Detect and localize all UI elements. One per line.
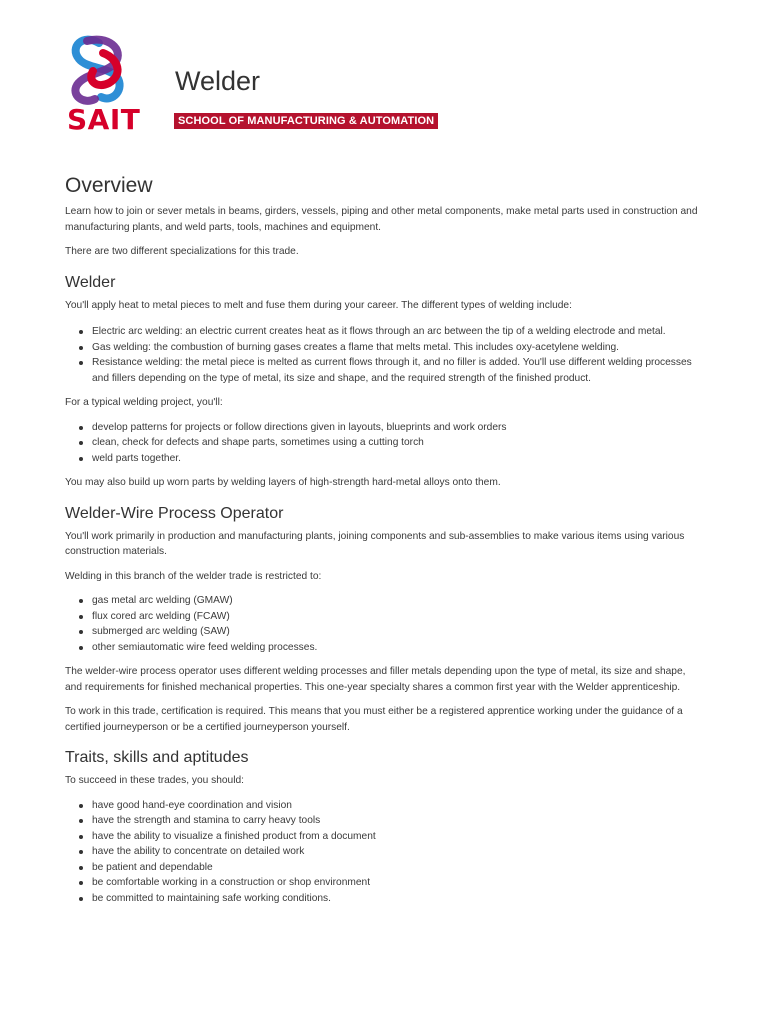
overview-heading: Overview	[65, 174, 153, 197]
list-item: clean, check for defects and shape parts, sometimes using a cutting torch	[92, 435, 705, 451]
welder-heading: Welder	[65, 273, 116, 291]
list-item: Gas welding: the combustion of burning gases creates a flame that melts metal. This includes oxy-acetylene welding.	[92, 340, 705, 356]
list-item: develop patterns for projects or follow directions given in layouts, blueprints and work orders	[92, 420, 705, 436]
list-item: submerged arc welding (SAW)	[92, 624, 705, 640]
wire-processes-list	[65, 593, 705, 655]
list-item: other semiautomatic wire feed welding processes.	[92, 640, 705, 656]
list-item: have good hand-eye coordination and vision	[92, 798, 705, 814]
wire-operator-heading: Welder-Wire Process Operator	[65, 504, 284, 522]
page-title: Welder	[175, 66, 261, 96]
list-item: gas metal arc welding (GMAW)	[92, 593, 705, 609]
list-item: be patient and dependable	[92, 860, 705, 876]
wire-restricted: Welding in this branch of the welder trade is restricted to:	[65, 570, 322, 582]
list-item: be comfortable working in a construction or shop environment	[92, 875, 705, 891]
project-intro: For a typical welding project, you'll:	[65, 397, 223, 408]
list-item: Electric arc welding: an electric current creates heat as it flows through an arc between the tip of a welding electrode and metal.	[92, 324, 705, 340]
welder-intro: You'll apply heat to metal pieces to melt and fuse them during your career. The different types of welding include:	[65, 299, 572, 311]
list-item: weld parts together.	[92, 451, 705, 467]
overview-paragraph-1: Learn how to join or sever metals in beams, girders, vessels, piping and other metal components, make metal parts used in construction and manufacturing plants, and weld parts, tools, machines and equipment.	[65, 206, 698, 233]
list-item: be committed to maintaining safe working conditions.	[92, 891, 705, 907]
wire-intro: You'll work primarily in production and manufacturing plants, joining components and sub-assemblies to make various items using various construction materials.	[65, 530, 685, 557]
list-item: have the strength and stamina to carry heavy tools	[92, 813, 705, 829]
list-item: Resistance welding: the metal piece is melted as current flows through it, and no filler is added. You'll use different welding processes and fillers depending on the type of metal, its size and shape, and the required strength of the finished product.	[92, 355, 705, 386]
wire-paragraph-4: To work in this trade, certification is required. This means that you must either be a registered apprentice working under the guidance of a certified journeyperson or be a certified journeyperson yourself.	[65, 706, 683, 733]
list-item: have the ability to visualize a finished product from a document	[92, 829, 705, 845]
sait-logo-text: SAIT	[67, 103, 141, 136]
school-badge: SCHOOL OF MANUFACTURING & AUTOMATION	[174, 113, 438, 129]
traits-intro: To succeed in these trades, you should:	[65, 775, 244, 786]
project-tasks-list	[65, 420, 705, 467]
overview-paragraph-2: There are two different specializations for this trade.	[65, 246, 299, 257]
wire-paragraph-3: The welder-wire process operator uses different welding processes and filler metals depending upon the type of metal, its size and shape, and requirements for finished mechanical properties. This one-year specialty shares a common first year with the Welder apprenticeship.	[65, 666, 686, 693]
list-item: have the ability to concentrate on detailed work	[92, 844, 705, 860]
list-item: flux cored arc welding (FCAW)	[92, 609, 705, 625]
document-body	[65, 170, 705, 915]
traits-list	[65, 798, 705, 907]
welding-types-list	[65, 324, 705, 386]
traits-heading: Traits, skills and aptitudes	[65, 749, 249, 766]
welder-closing: You may also build up worn parts by welding layers of high-strength hard-metal alloys onto them.	[65, 477, 501, 488]
